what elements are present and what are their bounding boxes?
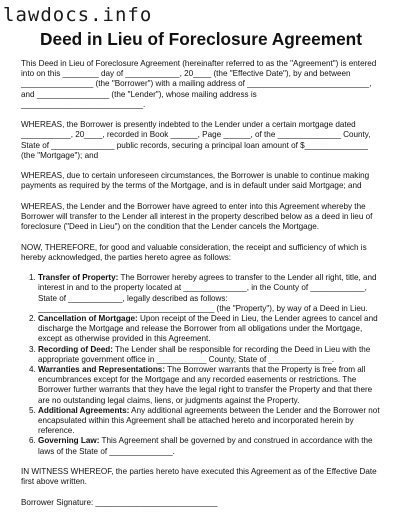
clause-heading: Transfer of Property: xyxy=(38,273,119,283)
clause-heading: Governing Law: xyxy=(38,436,100,446)
clause-text: The Borrower warrants that the Property is free from all encumbrances except for the Mortgage and any recorded easements or restrictions. The Borrower further warrants that they have the legal right to transfer the Property and that there are no outstanding legal claims, liens, or judgments against the Property. xyxy=(38,365,373,405)
clause-heading: Cancellation of Mortgage: xyxy=(38,314,138,323)
clause-heading: Recording of Deed: xyxy=(38,344,113,354)
clause-cancellation xyxy=(38,314,383,345)
clause-warranties xyxy=(38,365,383,406)
witness-paragraph: IN WITNESS WHEREOF, the parties hereto have executed this Agreement as of the Effective Date first above written. xyxy=(21,467,377,487)
clause-list xyxy=(21,273,383,457)
clause-text: Upon receipt of the Deed in Lieu, the Lender agrees to cancel and discharge the Mortgage and release the Borrower from all obligations under the Mortgage, except as otherwise provided in this Agreement. xyxy=(38,314,378,344)
borrower-signature-line: Borrower Signature: ___________________________ xyxy=(21,497,218,507)
document-title: Deed in Lieu of Foreclosure Agreement xyxy=(39,29,362,49)
clause-additional xyxy=(38,406,383,437)
clause-heading: Warranties and Representations: xyxy=(38,365,166,375)
site-watermark: lawdocs.info xyxy=(3,4,153,26)
clause-governing-law xyxy=(38,436,383,456)
clause-text: The Lender shall be responsible for recording the Deed in Lieu with the appropriate government office in ___________ County, State of ______________. xyxy=(38,344,371,364)
intro-paragraph: This Deed in Lieu of Foreclosure Agreement (hereinafter referred to as the "Agreement") is entered into on this ________ day of ____________, 20____ (the "Effective Date"), by and between ________________ (the "Borrower") with a mailing address of ___________________________, and ________________ (the "Lender"), whose mailing address is ___________________________. xyxy=(21,59,377,109)
whereas-paragraph-3: WHEREAS, the Lender and the Borrower have agreed to enter into this Agreement whereby the Borrower will transfer to the Lender all interest in the property described below as a deed in lieu of foreclosure ("Deed in Lieu") on the condition that the Lender cancels the Mortgage. xyxy=(21,201,373,232)
now-therefore-paragraph: NOW, THEREFORE, for good and valuable consideration, the receipt and sufficiency of which is hereby acknowledged, the parties hereto agree as follows: xyxy=(21,242,367,262)
clause-recording xyxy=(38,345,383,365)
clause-text: The Borrower hereby agrees to transfer to the Lender all right, title, and interest in and to the property located at ______________, in the County of ____________, State of ____________, legally described as follows: _______________________________________ (the "Property"), by way of a Deed in Lieu. xyxy=(38,273,377,313)
whereas-paragraph-1: WHEREAS, the Borrower is presently indebted to the Lender under a certain mortgage dated ___________, 20____, recorded in Book ______, Page ______, of the ______________ County, State of ______________ public records, securing a principal loan amount of $______________ (the "Mortgage"); and xyxy=(21,120,371,160)
clause-text: Any additional agreements between the Lender and the Borrower not encapsulated within this Agreement shall be attached hereto and incorporated herein by reference. xyxy=(38,405,380,436)
document-body xyxy=(21,59,383,518)
clause-text: This Agreement shall be governed by and construed in accordance with the laws of the State of ______________. xyxy=(38,436,373,456)
clause-transfer xyxy=(38,273,383,314)
clause-heading: Additional Agreements: xyxy=(38,405,130,415)
whereas-paragraph-2: WHEREAS, due to certain unforeseen circumstances, the Borrower is unable to continue making payments as required by the terms of the Mortgage, and is in default under said Mortgage; and xyxy=(21,171,370,191)
